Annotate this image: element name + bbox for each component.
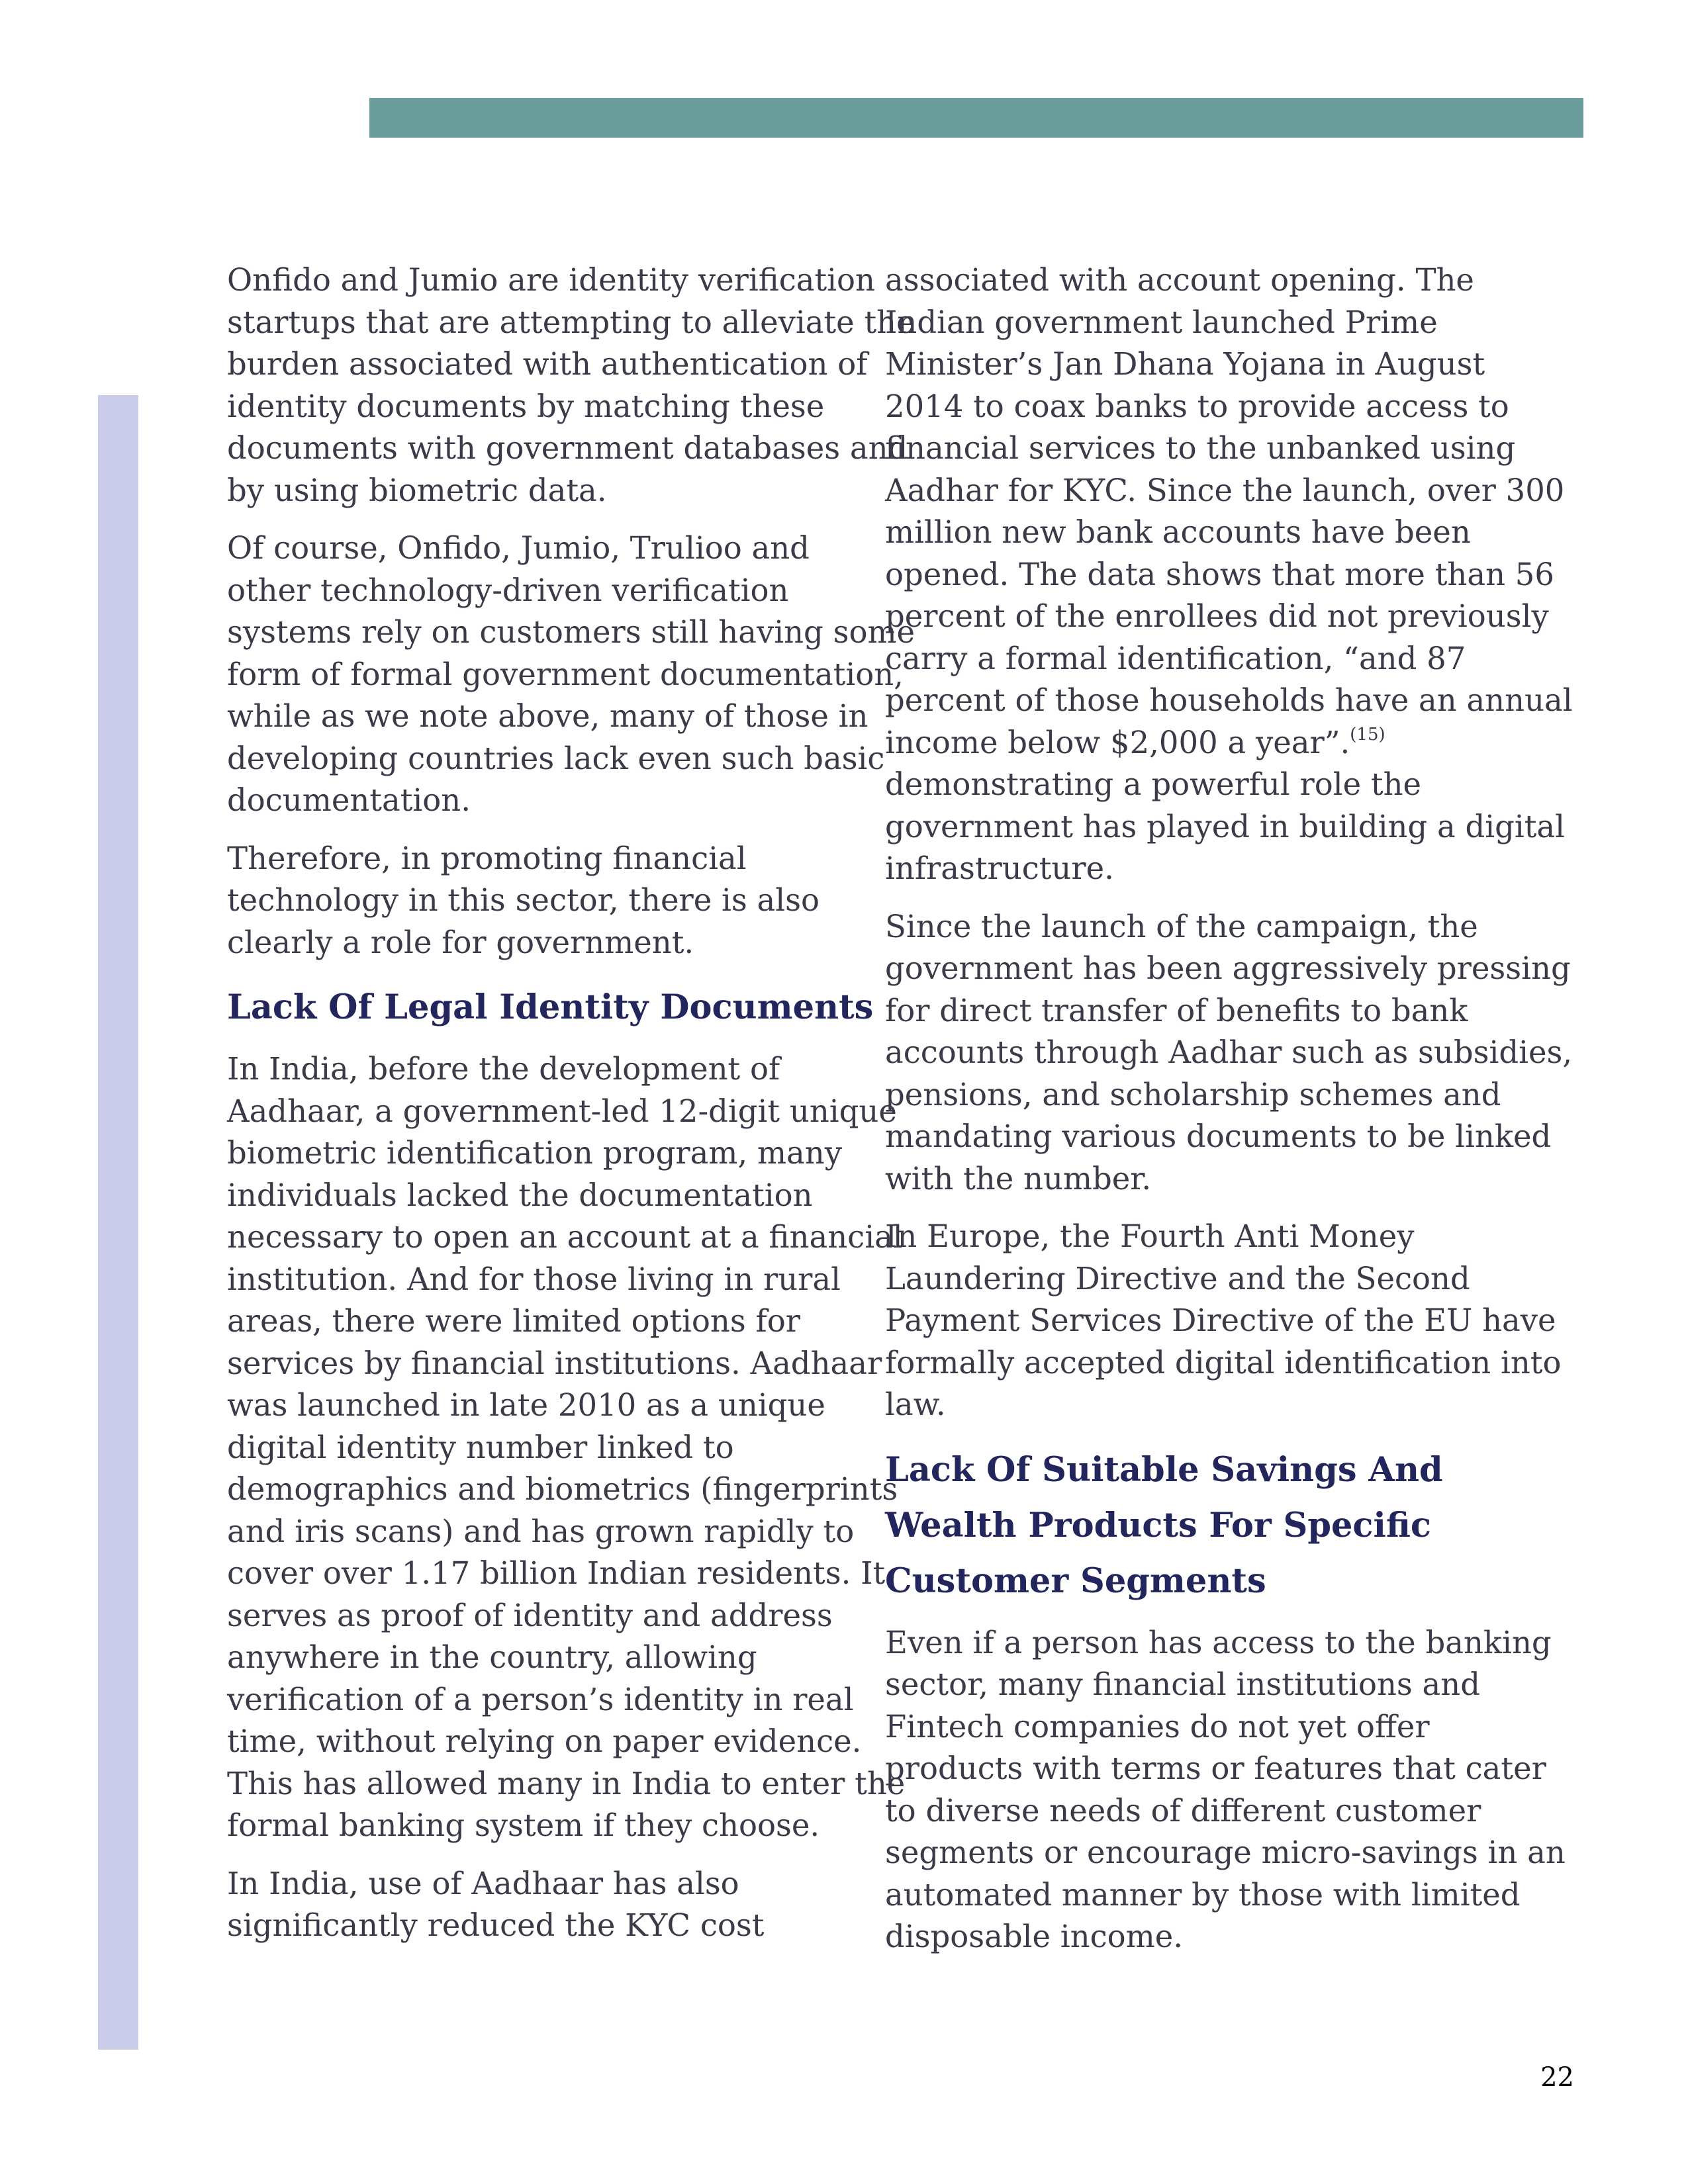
text-line: Since the launch of the campaign, the xyxy=(885,908,1478,944)
text-line: while as we note above, many of those in xyxy=(227,698,868,734)
text-line: law. xyxy=(885,1387,946,1422)
text-line: cover over 1.17 billion Indian residents. It xyxy=(227,1555,886,1591)
text-line: documentation. xyxy=(227,782,471,818)
text-line: form of formal government documentation, xyxy=(227,656,904,692)
text-line: Laundering Directive and the Second xyxy=(885,1260,1470,1297)
text-line: institution. And for those living in rural xyxy=(227,1261,841,1297)
text-line: accounts through Aadhar such as subsidies, xyxy=(885,1034,1573,1070)
text-line: government has played in building a digital xyxy=(885,808,1566,844)
text-line: sector, many financial institutions and xyxy=(885,1666,1480,1702)
text-line: services by financial institutions. Aadhaar xyxy=(227,1345,882,1381)
text-line: Onfido and Jumio are identity verification xyxy=(227,262,875,298)
text-line: Aadhaar, a government-led 12-digit unique xyxy=(227,1093,897,1129)
heading-line: Wealth Products For Specific xyxy=(885,1505,1431,1545)
section-heading xyxy=(885,1442,1547,1609)
text-line: mandating various documents to be linked xyxy=(885,1118,1552,1154)
text-line: carry a formal identification, “and 87 xyxy=(885,640,1466,676)
paragraph xyxy=(885,259,1573,890)
text-line: clearly a role for government. xyxy=(227,924,694,960)
paragraph xyxy=(885,1622,1566,1958)
text-line: demonstrating a powerful role the xyxy=(885,766,1422,802)
text-line: for direct transfer of benefits to bank xyxy=(885,992,1468,1028)
text-line: percent of those households have an annual xyxy=(885,682,1573,718)
text-line: identity documents by matching these xyxy=(227,388,825,424)
text-line: In India, use of Aadhaar has also xyxy=(227,1865,739,1901)
text-line: segments or encourage micro-savings in an xyxy=(885,1835,1566,1870)
text-line: anywhere in the country, allowing xyxy=(227,1639,757,1675)
text-line: infrastructure. xyxy=(885,850,1114,886)
paragraph xyxy=(227,1863,889,1947)
text-line: Minister’s Jan Dhana Yojana in August xyxy=(885,346,1485,382)
side-accent-bar xyxy=(98,395,138,2050)
text-line: pensions, and scholarship schemes and xyxy=(885,1076,1501,1113)
text-line: other technology-driven verification xyxy=(227,572,789,608)
text-line: formal banking system if they choose. xyxy=(227,1807,820,1843)
text-line: Of course, Onfido, Jumio, Trulioo and xyxy=(227,530,810,566)
text-line: developing countries lack even such basic xyxy=(227,740,885,776)
text-line: Indian government launched Prime xyxy=(885,304,1438,340)
section-heading xyxy=(227,979,889,1035)
text-line: 2014 to coax banks to provide access to xyxy=(885,388,1509,424)
text-line: government has been aggressively pressing xyxy=(885,950,1571,986)
text-line: Even if a person has access to the banking xyxy=(885,1624,1552,1661)
text-line: serves as proof of identity and address xyxy=(227,1597,833,1633)
text-line: by using biometric data. xyxy=(227,472,607,508)
text-line: disposable income. xyxy=(885,1919,1184,1954)
text-line: Therefore, in promoting financial xyxy=(227,840,747,876)
text-line: income below $2,000 a year”. xyxy=(885,724,1350,760)
text-line: Fintech companies do not yet offer xyxy=(885,1708,1430,1745)
text-line: and iris scans) and has grown rapidly to xyxy=(227,1513,855,1549)
text-line: In India, before the development of xyxy=(227,1051,780,1087)
left-column xyxy=(227,259,915,1963)
heading-line: Customer Segments xyxy=(885,1561,1266,1601)
header-accent-bar xyxy=(369,98,1583,138)
text-line: necessary to open an account at a financial xyxy=(227,1219,903,1255)
text-line: digital identity number linked to xyxy=(227,1429,734,1465)
text-line: This has allowed many in India to enter the xyxy=(227,1765,906,1801)
right-column xyxy=(885,259,1573,1974)
text-line: verification of a person’s identity in real xyxy=(227,1681,854,1717)
text-line: was launched in late 2010 as a unique xyxy=(227,1387,825,1423)
paragraph xyxy=(885,906,1573,1201)
text-line: biometric identification program, many xyxy=(227,1135,842,1171)
heading-line: Lack Of Suitable Savings And xyxy=(885,1449,1443,1490)
text-line: percent of the enrollees did not previously xyxy=(885,598,1549,634)
text-line: to diverse needs of different customer xyxy=(885,1792,1481,1829)
text-line: financial services to the unbanked using xyxy=(885,430,1516,466)
paragraph xyxy=(227,1048,906,1847)
paragraph xyxy=(227,527,915,822)
text-line: products with terms or features that cater xyxy=(885,1751,1546,1786)
text-line: automated manner by those with limited xyxy=(885,1876,1521,1913)
text-line: systems rely on customers still having some xyxy=(227,614,915,650)
text-line: with the number. xyxy=(885,1160,1152,1197)
text-line: startups that are attempting to alleviate the xyxy=(227,304,915,340)
text-line: formally accepted digital identification into xyxy=(885,1344,1562,1381)
text-line: Aadhar for KYC. Since the launch, over 300 xyxy=(885,472,1565,508)
text-line: areas, there were limited options for xyxy=(227,1303,800,1339)
paragraph xyxy=(227,838,889,964)
footnote-reference: (15) xyxy=(1350,724,1385,745)
text-line: documents with government databases and xyxy=(227,430,908,466)
heading-line: Lack Of Legal Identity Documents xyxy=(227,987,874,1027)
text-line: demographics and biometrics (fingerprints xyxy=(227,1471,898,1507)
text-line: significantly reduced the KYC cost xyxy=(227,1907,765,1943)
text-line-with-reference xyxy=(885,722,1547,764)
text-line: million new bank accounts have been xyxy=(885,514,1471,550)
paragraph xyxy=(227,259,915,512)
text-line: individuals lacked the documentation xyxy=(227,1177,813,1213)
text-line: time, without relying on paper evidence. xyxy=(227,1723,862,1759)
text-line: associated with account opening. The xyxy=(885,262,1474,298)
page-number: 22 xyxy=(1540,2062,1574,2093)
paragraph xyxy=(885,1216,1562,1426)
text-line: technology in this sector, there is also xyxy=(227,882,820,918)
text-line: burden associated with authentication of xyxy=(227,346,868,382)
text-line: In Europe, the Fourth Anti Money xyxy=(885,1218,1415,1254)
text-line: Payment Services Directive of the EU have xyxy=(885,1302,1556,1338)
text-line: opened. The data shows that more than 56 xyxy=(885,556,1554,592)
